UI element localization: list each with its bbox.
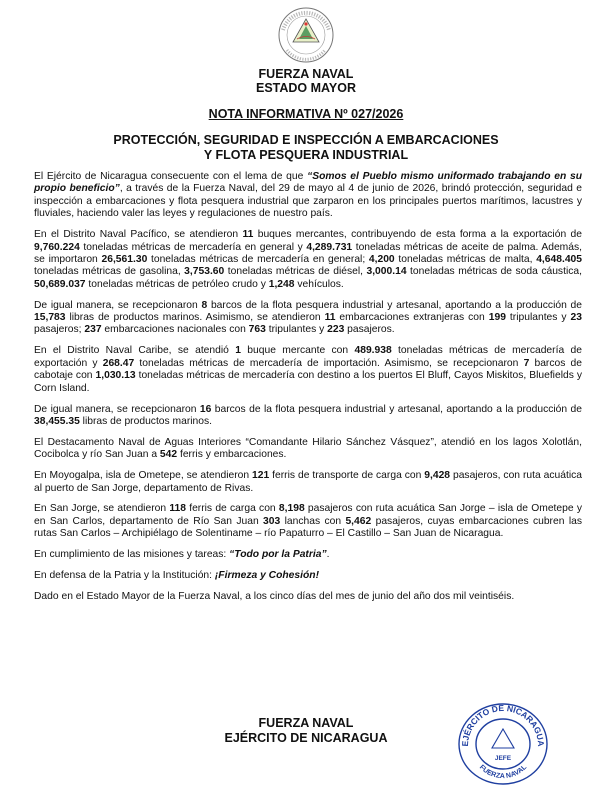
- emphasis-text: ¡Firmeza y Cohesión!: [214, 570, 320, 582]
- emphasis-text: 118: [169, 503, 186, 515]
- emphasis-text: 9,760.224: [34, 241, 80, 253]
- svg-text:JEFE: JEFE: [494, 755, 512, 762]
- body-paragraph: [34, 437, 582, 462]
- signature-line-2: EJÉRCITO DE NICARAGUA: [224, 731, 388, 745]
- paragraph-text: De igual manera, se recepcionaron: [34, 403, 200, 415]
- body-paragraph: [34, 570, 582, 582]
- paragraph-text: ferris de carga con: [185, 503, 279, 515]
- nota-number: NOTA INFORMATIVA Nº 027/2026: [208, 107, 404, 121]
- paragraph-text: , a través de la Fuerza Naval, del 29 de mayo al 4 de junio de 2026, brindó protección, seguridad e inspección a embarcaciones y flota pesquera industrial que zarparon en los principales puertos marítimos, lacustres y fluviales, haciendo valer las leyes y regulaciones de nuestro país.: [34, 183, 582, 220]
- paragraph-text: toneladas métricas de malta,: [394, 253, 537, 265]
- emphasis-text: 15,783: [34, 312, 66, 324]
- emphasis-text: 763: [248, 324, 266, 336]
- emphasis-text: 303: [263, 515, 281, 527]
- title-line-2: Y FLOTA PESQUERA INDUSTRIAL: [203, 148, 409, 162]
- emphasis-text: “Somos el Pueblo mismo uniformado trabajando en su propio beneficio”: [34, 171, 582, 195]
- emphasis-text: 7: [523, 357, 530, 369]
- emphasis-text: 489.938: [354, 345, 392, 357]
- emphasis-text: 3,753.60: [184, 266, 225, 278]
- paragraph-text: toneladas métricas de petróleo crudo y: [85, 278, 269, 290]
- emphasis-text: 9,428: [424, 470, 451, 482]
- paragraph-text: ferris y embarcaciones.: [177, 449, 287, 461]
- paragraph-text: embarcaciones extranjeras con: [335, 312, 489, 324]
- emphasis-text: 268.47: [102, 357, 135, 369]
- paragraph-text: pasajeros;: [34, 324, 85, 336]
- org-heading: FUERZA NAVAL: [258, 67, 354, 81]
- paragraph-text: barcos de cabotaje con: [34, 357, 582, 382]
- paragraph-text: ferris de transporte de carga con: [269, 470, 425, 482]
- paragraph-text: toneladas métricas de mercadería en general;: [147, 253, 369, 265]
- emphasis-text: 11: [242, 229, 254, 241]
- paragraph-text: toneladas métricas de mercadería con destino a los puertos El Bluff, Cayos Miskitos, Bluefields y Corn Island.: [34, 370, 582, 394]
- emphasis-text: 16: [199, 403, 212, 415]
- paragraph-text: lanchas con: [280, 515, 346, 527]
- paragraph-text: De igual manera, se recepcionaron: [34, 299, 202, 311]
- emphasis-text: 4,648.405: [536, 253, 582, 265]
- body-paragraph: [34, 470, 582, 495]
- emphasis-text: 1,030.13: [95, 370, 136, 382]
- unit-heading: ESTADO MAYOR: [255, 81, 356, 95]
- paragraph-text: En el Distrito Naval Caribe, se atendió: [34, 345, 236, 357]
- paragraph-text: toneladas métricas de soda cáustica,: [406, 266, 582, 278]
- paragraph-text: toneladas métricas de mercadería de exportación y: [34, 345, 582, 369]
- body-paragraph: [34, 300, 582, 337]
- emphasis-text: 237: [84, 324, 102, 336]
- paragraph-text: toneladas métricas de diésel,: [224, 266, 367, 278]
- paragraph-text: libras de productos marinos.: [79, 415, 213, 427]
- document-title: [0, 133, 612, 163]
- paragraph-text: El Destacamento Naval de Aguas Interiores “Comandante Hilario Sánchez Vásquez”, atendió en los lagos Xolotlán, Cocibolca y río San Juan a: [34, 436, 582, 461]
- emphasis-text: 38,455.35: [34, 415, 80, 427]
- paragraph-text: En defensa de la Patria y la Institución:: [34, 570, 215, 582]
- emphasis-text: 3,000.14: [366, 266, 407, 278]
- coat-of-arms-emblem: [277, 6, 335, 64]
- paragraph-text: En San Jorge, se atendieron: [34, 503, 170, 515]
- paragraph-text: .: [326, 549, 330, 561]
- paragraph-text: toneladas métricas de mercadería de importación. Asimismo, se recepcionaron: [134, 357, 524, 369]
- emphasis-text: 1: [235, 345, 241, 357]
- document-body: [34, 171, 582, 612]
- paragraph-text: toneladas métricas de aceite de palma. Además, se importaron: [34, 241, 582, 265]
- emphasis-text: 121: [252, 470, 270, 482]
- body-paragraph: [34, 229, 582, 291]
- emphasis-text: 8,198: [278, 503, 305, 515]
- paragraph-text: pasajeros con ruta acuática San Jorge – isla de Ometepe y en San Carlos, departamento de Río San Juan: [34, 503, 582, 527]
- paragraph-text: barcos de la flota pesquera industrial y artesanal, aportando a la producción de: [211, 403, 582, 415]
- title-line-1: PROTECCIÓN, SEGURIDAD E INSPECCIÓN A EMBARCACIONES: [113, 133, 499, 147]
- body-paragraph: [34, 171, 582, 221]
- paragraph-text: El Ejército de Nicaragua consecuente con el lema de que: [34, 171, 308, 182]
- paragraph-text: embarcaciones nacionales con: [101, 324, 249, 336]
- paragraph-text: vehículos.: [294, 278, 344, 290]
- body-paragraph: [34, 503, 582, 540]
- paragraph-text: pasajeros, cuyas embarcaciones cubren las rutas San Carlos – Archipiélago de Solentiname – río Papaturro – El Castillo – San Juan de Nicaragua.: [34, 515, 582, 540]
- emphasis-text: 11: [324, 312, 336, 324]
- emphasis-text: 4,289.731: [306, 241, 353, 253]
- body-paragraph: [34, 591, 582, 603]
- svg-text:EJÉRCITO DE NICARAGUA: EJÉRCITO DE NICARAGUA: [459, 702, 547, 747]
- body-paragraph: [34, 404, 582, 429]
- svg-text:FUERZA NAVAL: FUERZA NAVAL: [477, 763, 529, 781]
- emphasis-text: 223: [327, 324, 345, 336]
- paragraph-text: pasajeros, con ruta acuática al puerto de San Jorge, departamento de Rivas.: [34, 470, 582, 494]
- paragraph-text: En cumplimiento de las misiones y tareas:: [34, 549, 230, 561]
- emphasis-text: 1,248: [268, 278, 295, 290]
- paragraph-text: tripulantes y: [265, 324, 328, 336]
- paragraph-text: pasajeros.: [344, 324, 395, 336]
- emphasis-text: “Todo por la Patria”: [229, 549, 327, 561]
- paragraph-text: En el Distrito Naval Pacífico, se atendieron: [34, 229, 243, 241]
- paragraph-text: tripulantes y: [505, 312, 571, 324]
- emphasis-text: 199: [488, 312, 506, 324]
- official-stamp-seal: [454, 698, 552, 786]
- emphasis-text: 23: [570, 312, 583, 324]
- emphasis-text: 5,462: [345, 515, 372, 527]
- signature-line-1: FUERZA NAVAL: [258, 716, 354, 730]
- paragraph-text: En Moyogalpa, isla de Ometepe, se atendieron: [34, 470, 253, 482]
- paragraph-text: buque mercante con: [240, 345, 355, 357]
- emphasis-text: 8: [201, 299, 208, 311]
- paragraph-text: libras de productos marinos. Asimismo, se atendieron: [65, 312, 325, 324]
- body-paragraph: [34, 549, 582, 561]
- paragraph-text: toneladas métricas de mercadería en general y: [79, 241, 307, 253]
- paragraph-text: buques mercantes, contribuyendo de esta forma a la exportación de: [253, 229, 582, 241]
- emphasis-text: 50,689.037: [34, 278, 86, 290]
- emphasis-text: 4,200: [368, 253, 395, 265]
- paragraph-text: Dado en el Estado Mayor de la Fuerza Naval, a los cinco días del mes de junio del año dos mil veintiséis.: [34, 590, 515, 602]
- emphasis-text: 26,561.30: [101, 253, 148, 265]
- body-paragraph: [34, 345, 582, 395]
- emphasis-text: 542: [159, 449, 178, 461]
- paragraph-text: barcos de la flota pesquera industrial y artesanal, aportando a la producción de: [207, 299, 582, 311]
- paragraph-text: toneladas métricas de gasolina,: [34, 266, 185, 278]
